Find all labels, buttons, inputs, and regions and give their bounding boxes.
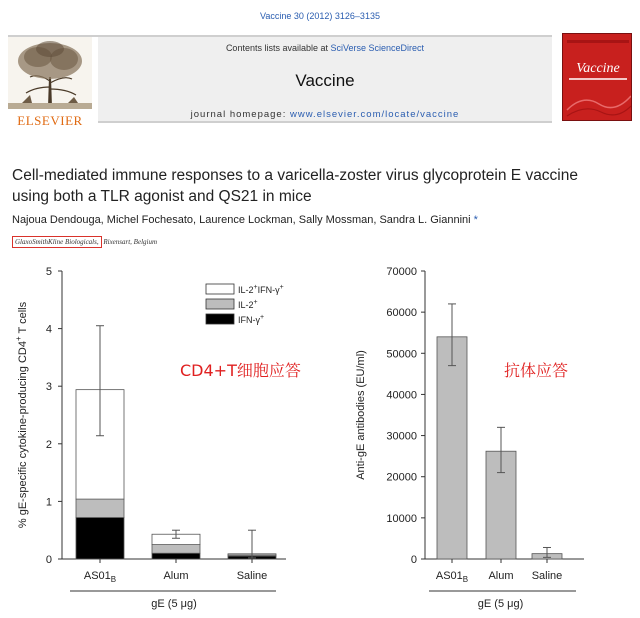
c1-bar-segment <box>152 553 200 559</box>
journal-name: Vaccine <box>295 71 355 90</box>
elsevier-tree-icon <box>8 37 92 109</box>
c2-group-label: gE (5 μg) <box>477 598 524 610</box>
c1-ytick-label: 5 <box>45 266 52 278</box>
c1-category-label-main: Saline <box>236 570 268 582</box>
c1-legend-swatch <box>206 314 234 324</box>
c1-legend-sup: + <box>253 284 258 291</box>
contents-prefix: Contents lists available at <box>225 43 331 53</box>
cover-stripe <box>569 78 627 80</box>
c1-annotation: CD4+T细胞应答 <box>180 361 301 380</box>
c2-category-label <box>488 570 513 582</box>
sciverse-link[interactable]: SciVerse ScienceDirect <box>330 43 425 53</box>
c2-category-label <box>436 570 468 584</box>
c2-ytick-label: 40000 <box>386 389 417 402</box>
journal-banner <box>8 29 632 128</box>
elsevier-wordmark: ELSEVIER <box>17 113 83 128</box>
corresponding-author-mark[interactable]: * <box>473 214 478 226</box>
c1-ylabel-sup: + <box>14 336 23 342</box>
c1-legend-label <box>238 284 284 295</box>
c1-bar-segment <box>152 545 200 554</box>
affiliation <box>12 236 632 248</box>
c1-legend-text: IL-2 <box>238 285 254 295</box>
c1-legend-label <box>238 299 258 310</box>
c1-legend-sup2: + <box>279 284 284 291</box>
homepage-link[interactable]: www.elsevier.com/locate/vaccine <box>290 109 460 120</box>
c2-ytick-label: 50000 <box>386 348 417 361</box>
c2-ytick-label: 0 <box>410 554 417 566</box>
paper-title: Cell-mediated immune responses to a varicella-zoster virus glycoprotein E vaccine using both a TLR agonist and QS21 in mice <box>12 167 578 205</box>
c1-ylabel-main: % gE-specific cytokine-producing CD4 <box>17 341 29 529</box>
affiliation-location: Rixensart, Belgium <box>101 238 158 246</box>
elsevier-logo[interactable] <box>8 37 92 128</box>
c1-legend-label <box>238 314 264 325</box>
c1-legend-text: IFN-γ <box>238 315 260 325</box>
homepage-line <box>98 109 552 120</box>
journal-info-box <box>98 37 552 123</box>
contents-line <box>98 43 552 53</box>
c1-y-axis-title <box>14 301 29 528</box>
cover-title: Vaccine <box>576 61 620 76</box>
c1-ytick-label: 3 <box>45 381 52 394</box>
c2-y-axis-title: Anti-gE antibodies (EU/ml) <box>355 350 367 480</box>
c2-category-label-main: AS01 <box>435 570 463 582</box>
journal-cover[interactable] <box>562 33 632 121</box>
c1-legend-swatch <box>206 299 234 309</box>
c1-ytick-label: 0 <box>45 554 52 566</box>
c2-category-label-main: Alum <box>488 570 514 582</box>
authors-text: Najoua Dendouga, Michel Fochesato, Laurence Lockman, Sally Mossman, Sandra L. Giannini <box>12 214 471 226</box>
citation[interactable]: Vaccine 30 (2012) 3126–3135 <box>260 11 380 21</box>
c1-legend-sup: + <box>253 299 258 306</box>
c2-bar <box>437 337 467 559</box>
affiliation-highlight: GlaxoSmithKline Biologicals, <box>12 236 102 248</box>
author-list <box>12 214 632 226</box>
c2-ytick-label: 70000 <box>386 266 417 278</box>
c2-ytick-label: 30000 <box>386 430 417 443</box>
c1-category-label <box>84 570 116 584</box>
c1-category-label-main: Alum <box>163 570 189 582</box>
homepage-prefix: journal homepage: <box>190 109 290 120</box>
c1-ylabel-tail: T cells <box>17 301 29 337</box>
c1-category-label-sub: B <box>110 575 117 584</box>
c1-bar-segment <box>76 499 124 517</box>
c1-bar-segment <box>76 518 124 559</box>
c2-category-label-main: Saline <box>531 570 563 582</box>
c2-annotation: 抗体应答 <box>504 361 569 380</box>
c1-category-label <box>237 570 268 582</box>
c1-ytick-label: 4 <box>45 323 52 336</box>
c1-legend-swatch <box>206 284 234 294</box>
c1-group-label: gE (5 μg) <box>151 598 197 610</box>
c2-ytick-label: 60000 <box>386 307 417 320</box>
c1-legend-text2: IFN-γ <box>257 285 280 295</box>
c1-legend-text: IL-2 <box>238 300 254 310</box>
c1-category-label <box>163 570 188 582</box>
c1-category-label-main: AS01 <box>83 570 111 582</box>
c2-ytick-label: 10000 <box>386 512 417 525</box>
figure-charts <box>0 256 640 618</box>
c1-legend-sup: + <box>260 314 265 321</box>
c2-category-label-sub: B <box>462 575 469 584</box>
c2-ytick-label: 20000 <box>386 471 417 484</box>
c1-ytick-label: 2 <box>45 438 52 451</box>
c1-ytick-label: 1 <box>45 496 52 509</box>
c2-category-label <box>532 570 563 582</box>
